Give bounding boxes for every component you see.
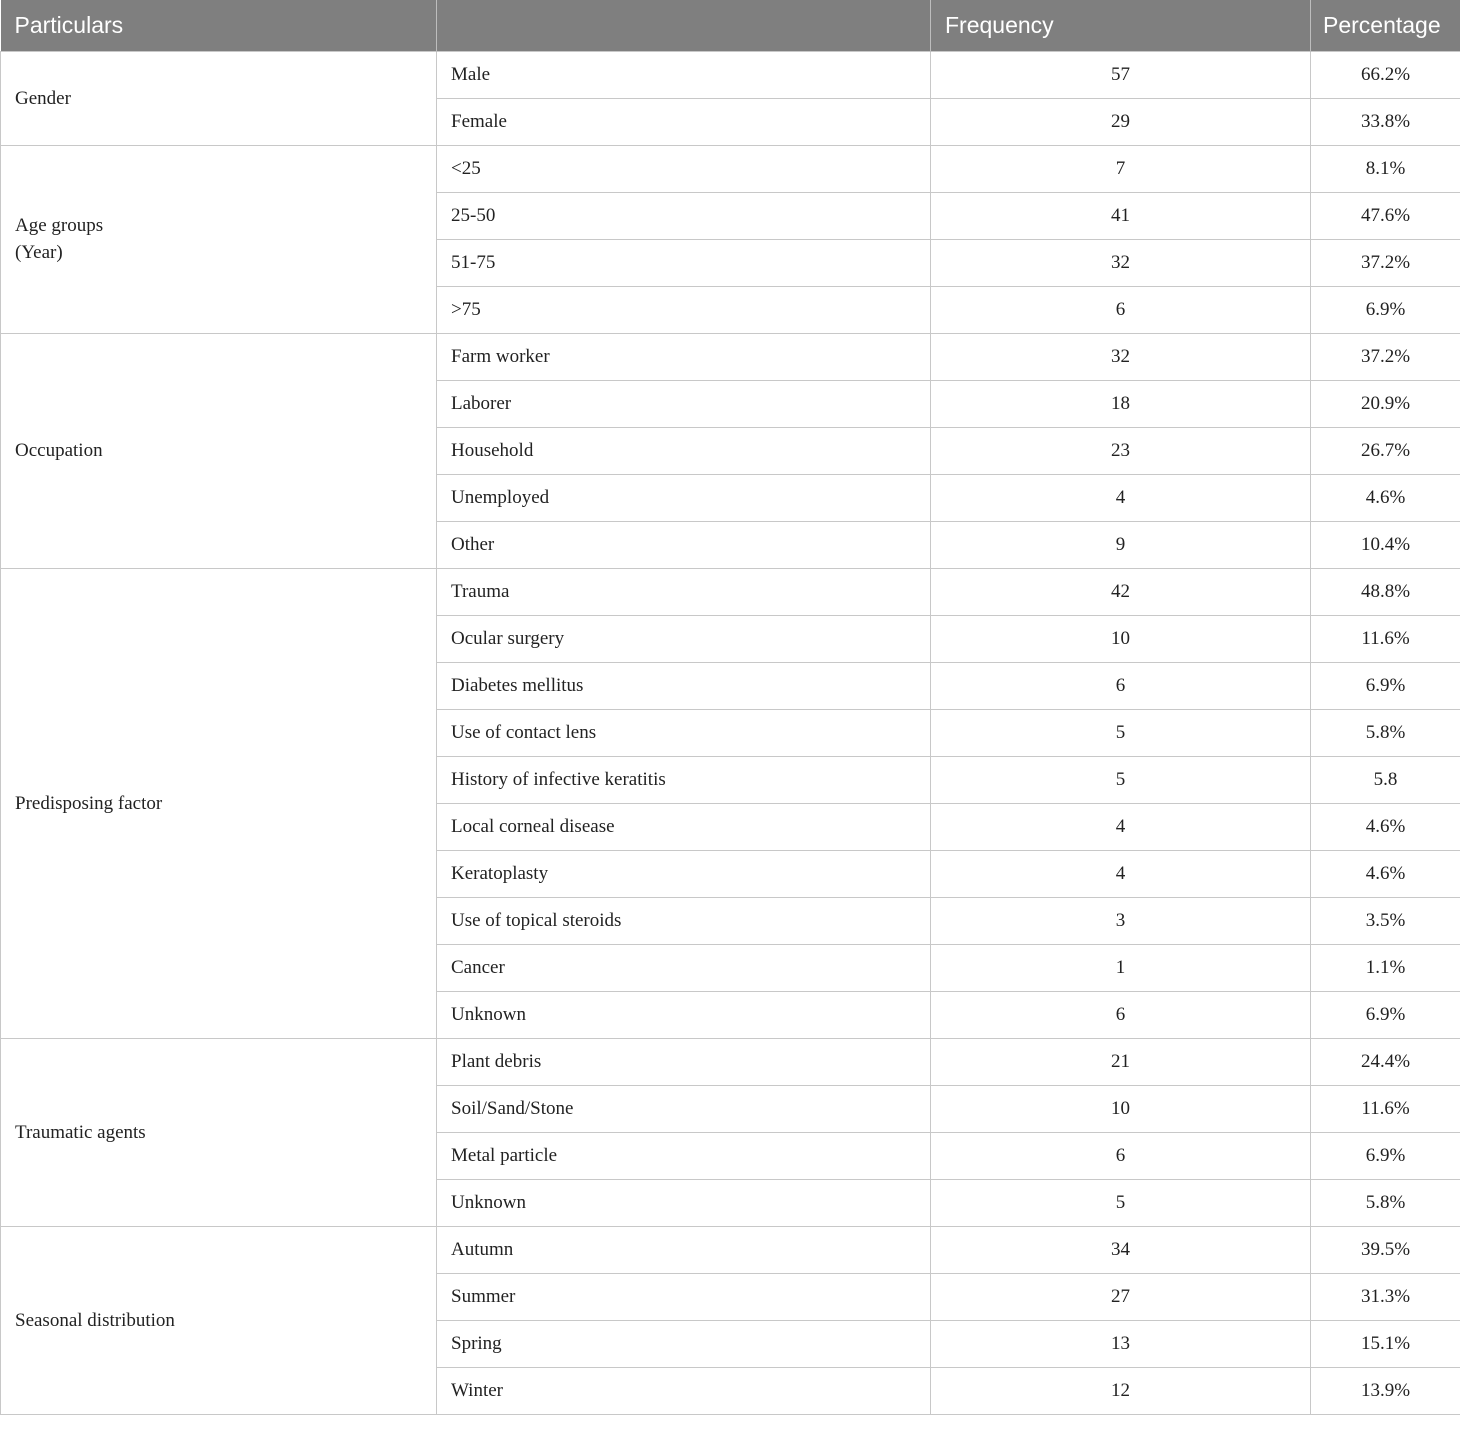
item-cell: Summer [437,1273,931,1320]
item-cell: Female [437,98,931,145]
item-cell: <25 [437,145,931,192]
percentage-cell: 37.2% [1311,333,1460,380]
frequency-cell: 32 [931,239,1311,286]
item-cell: History of infective keratitis [437,756,931,803]
percentage-cell: 39.5% [1311,1226,1460,1273]
frequency-cell: 23 [931,427,1311,474]
frequency-cell: 41 [931,192,1311,239]
item-cell: Use of contact lens [437,709,931,756]
item-cell: Household [437,427,931,474]
percentage-cell: 24.4% [1311,1038,1460,1085]
item-cell: Metal particle [437,1132,931,1179]
percentage-cell: 6.9% [1311,662,1460,709]
frequency-cell: 29 [931,98,1311,145]
table-row [1,51,1460,98]
item-cell: Keratoplasty [437,850,931,897]
category-cell: Gender [1,51,437,145]
table-row [1,1038,1460,1085]
percentage-cell: 31.3% [1311,1273,1460,1320]
item-cell: Plant debris [437,1038,931,1085]
frequency-cell: 6 [931,991,1311,1038]
header-frequency: Frequency [931,0,1311,51]
frequency-cell: 32 [931,333,1311,380]
percentage-cell: 4.6% [1311,474,1460,521]
frequency-cell: 6 [931,662,1311,709]
percentage-cell: 37.2% [1311,239,1460,286]
category-cell: Occupation [1,333,437,568]
frequency-cell: 57 [931,51,1311,98]
table-row [1,145,1460,192]
frequency-cell: 5 [931,1179,1311,1226]
item-cell: Cancer [437,944,931,991]
table-row [1,333,1460,380]
frequency-cell: 6 [931,1132,1311,1179]
percentage-cell: 13.9% [1311,1367,1460,1414]
item-cell: Other [437,521,931,568]
percentage-cell: 1.1% [1311,944,1460,991]
frequency-cell: 9 [931,521,1311,568]
item-cell: 51-75 [437,239,931,286]
frequency-cell: 13 [931,1320,1311,1367]
item-cell: Use of topical steroids [437,897,931,944]
percentage-cell: 11.6% [1311,615,1460,662]
category-cell: Age groups (Year) [1,145,437,333]
percentage-cell: 3.5% [1311,897,1460,944]
percentage-cell: 66.2% [1311,51,1460,98]
percentage-cell: 47.6% [1311,192,1460,239]
percentage-cell: 5.8 [1311,756,1460,803]
percentage-cell: 5.8% [1311,1179,1460,1226]
frequency-cell: 3 [931,897,1311,944]
percentage-cell: 33.8% [1311,98,1460,145]
frequency-cell: 10 [931,615,1311,662]
frequency-cell: 21 [931,1038,1311,1085]
percentage-cell: 20.9% [1311,380,1460,427]
category-cell: Predisposing factor [1,568,437,1038]
item-cell: Spring [437,1320,931,1367]
category-cell: Traumatic agents [1,1038,437,1226]
percentage-cell: 26.7% [1311,427,1460,474]
item-cell: Diabetes mellitus [437,662,931,709]
item-cell: Soil/Sand/Stone [437,1085,931,1132]
percentage-cell: 5.8% [1311,709,1460,756]
frequency-cell: 27 [931,1273,1311,1320]
header-row [1,0,1460,51]
item-cell: >75 [437,286,931,333]
item-cell: Unknown [437,991,931,1038]
percentage-cell: 6.9% [1311,991,1460,1038]
frequency-cell: 7 [931,145,1311,192]
frequency-cell: 4 [931,803,1311,850]
percentage-cell: 11.6% [1311,1085,1460,1132]
percentage-cell: 48.8% [1311,568,1460,615]
frequency-cell: 12 [931,1367,1311,1414]
percentage-cell: 4.6% [1311,850,1460,897]
frequency-cell: 1 [931,944,1311,991]
table-row [1,568,1460,615]
item-cell: Male [437,51,931,98]
percentage-cell: 4.6% [1311,803,1460,850]
frequency-cell: 42 [931,568,1311,615]
frequency-cell: 4 [931,850,1311,897]
item-cell: Autumn [437,1226,931,1273]
percentage-cell: 8.1% [1311,145,1460,192]
percentage-cell: 6.9% [1311,1132,1460,1179]
table-header [1,0,1460,51]
frequency-cell: 6 [931,286,1311,333]
table-body [1,51,1460,1414]
item-cell: Ocular surgery [437,615,931,662]
item-cell: Laborer [437,380,931,427]
item-cell: Trauma [437,568,931,615]
item-cell: Unemployed [437,474,931,521]
frequency-cell: 5 [931,756,1311,803]
frequency-cell: 10 [931,1085,1311,1132]
category-cell: Seasonal distribution [1,1226,437,1414]
percentage-cell: 6.9% [1311,286,1460,333]
item-cell: Winter [437,1367,931,1414]
item-cell: Farm worker [437,333,931,380]
frequency-cell: 4 [931,474,1311,521]
table-row [1,1226,1460,1273]
header-particulars: Particulars [1,0,437,51]
header-subitem [437,0,931,51]
frequency-cell: 18 [931,380,1311,427]
header-percentage: Percentage [1311,0,1460,51]
frequency-cell: 5 [931,709,1311,756]
item-cell: Unknown [437,1179,931,1226]
frequency-cell: 34 [931,1226,1311,1273]
percentage-cell: 15.1% [1311,1320,1460,1367]
item-cell: Local corneal disease [437,803,931,850]
item-cell: 25-50 [437,192,931,239]
percentage-cell: 10.4% [1311,521,1460,568]
